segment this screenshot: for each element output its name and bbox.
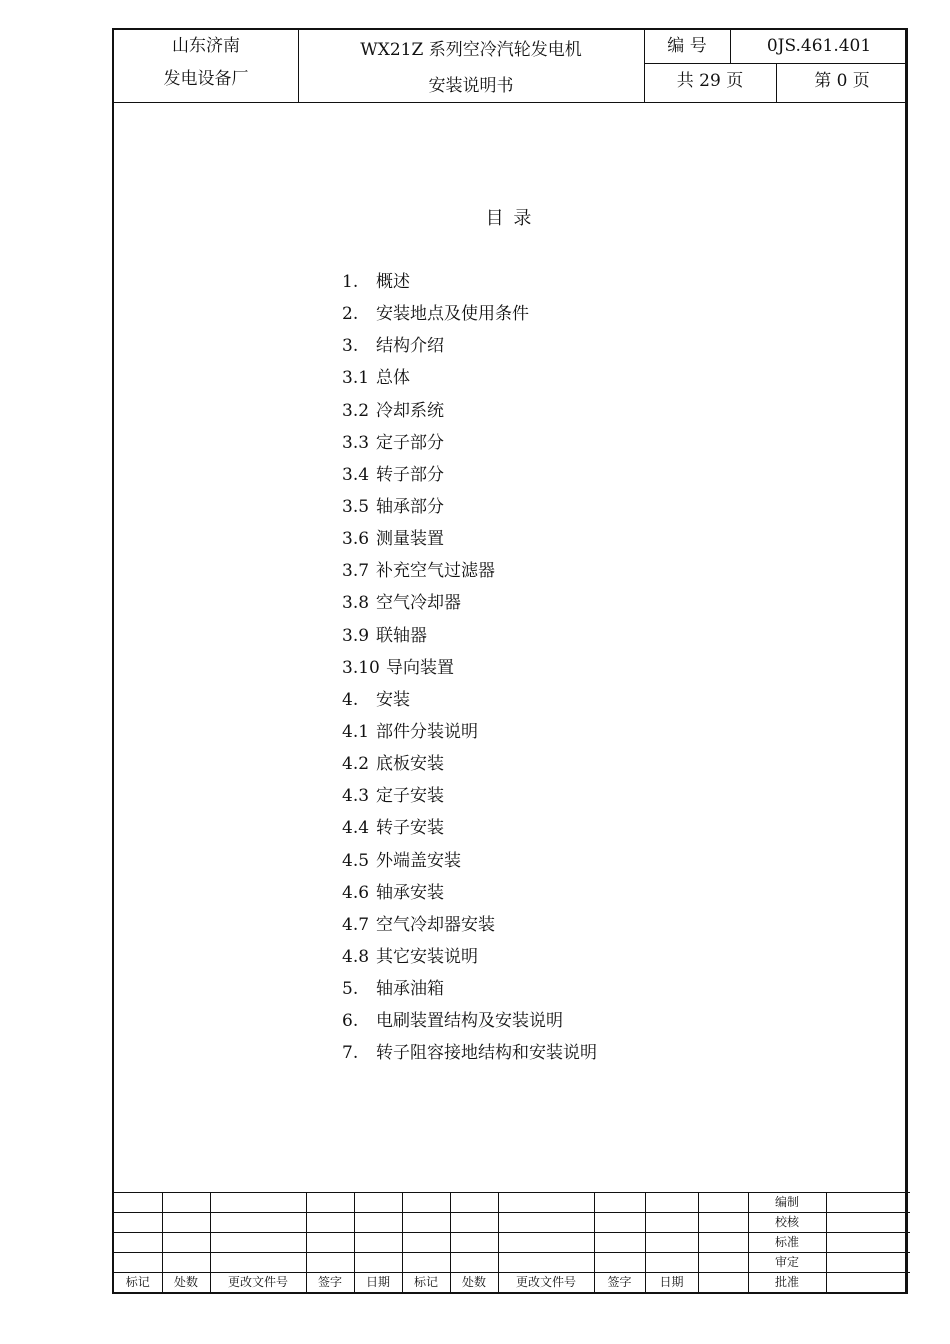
empty-cell — [114, 1193, 162, 1213]
toc-item — [342, 395, 597, 427]
toc-item — [342, 973, 597, 1005]
toc-item-number: 2. — [342, 304, 359, 325]
toc-item — [342, 266, 597, 298]
divider — [644, 63, 908, 64]
approval-label: 编制 — [748, 1193, 826, 1213]
toc-item — [342, 523, 597, 555]
toc-item-number: 1. — [342, 272, 359, 292]
toc-item-text: 轴承油箱 — [376, 979, 444, 1000]
toc-item — [342, 877, 597, 909]
toc-item — [342, 555, 597, 587]
toc-item-number: 3. — [342, 336, 359, 357]
code-value: 0JS.461.401 — [766, 36, 872, 56]
empty-cell — [402, 1233, 450, 1253]
doc-title-line1: WX21Z 系列空冷汽轮发电机 — [360, 40, 582, 60]
empty-cell — [162, 1253, 210, 1273]
empty-cell — [210, 1213, 306, 1233]
empty-cell — [698, 1213, 748, 1233]
empty-cell — [306, 1193, 354, 1213]
revision-row — [114, 1213, 910, 1233]
toc-item-text: 定子部分 — [376, 432, 444, 453]
revision-header: 标记 — [114, 1273, 162, 1293]
toc-item-text: 安装地点及使用条件 — [376, 304, 529, 325]
empty-cell — [826, 1233, 910, 1253]
toc-item-number: 3.8 — [342, 593, 370, 614]
toc-item-number: 3.3 — [342, 432, 370, 453]
empty-cell — [306, 1233, 354, 1253]
toc-title: 目 录 — [485, 208, 534, 229]
title-block — [114, 30, 905, 103]
empty-cell — [826, 1273, 910, 1293]
empty-cell — [645, 1193, 698, 1213]
toc-list — [342, 266, 597, 1070]
approval-label: 审定 — [748, 1253, 826, 1273]
toc-item-number: 4.6 — [342, 882, 370, 903]
empty-cell — [645, 1213, 698, 1233]
toc-item-text: 部件分装说明 — [376, 721, 478, 742]
empty-cell — [498, 1253, 594, 1273]
revision-row — [114, 1253, 910, 1273]
toc-item — [342, 427, 597, 459]
toc-item-text: 冷却系统 — [376, 400, 444, 421]
toc-item-text: 其它安装说明 — [376, 946, 478, 967]
toc-item-text: 补充空气过滤器 — [376, 561, 495, 582]
toc-item-text: 转子阻容接地结构和安装说明 — [376, 1043, 597, 1064]
approval-label: 批准 — [748, 1273, 826, 1293]
toc-item-number: 4.5 — [342, 850, 370, 871]
toc-item — [342, 941, 597, 973]
empty-cell — [594, 1233, 645, 1253]
toc-item — [342, 845, 597, 877]
empty-cell — [498, 1233, 594, 1253]
toc-item — [342, 812, 597, 844]
toc-item — [342, 1037, 597, 1069]
revision-row — [114, 1273, 910, 1293]
revision-header: 日期 — [645, 1273, 698, 1293]
empty-cell — [306, 1253, 354, 1273]
toc-item-number: 4.2 — [342, 754, 370, 775]
toc-item-text: 总体 — [376, 368, 410, 389]
revision-header: 更改文件号 — [498, 1273, 594, 1293]
toc-item-text: 外端盖安装 — [376, 850, 461, 871]
empty-cell — [498, 1213, 594, 1233]
empty-cell — [162, 1213, 210, 1233]
toc-item-text: 安装 — [376, 689, 410, 710]
empty-cell — [826, 1213, 910, 1233]
empty-cell — [402, 1213, 450, 1233]
code-label: 编 号 — [667, 36, 707, 56]
toc-item — [342, 684, 597, 716]
org-name-line2: 发电设备厂 — [163, 69, 249, 89]
document-frame — [112, 28, 908, 1294]
revision-header: 日期 — [354, 1273, 402, 1293]
empty-cell — [450, 1233, 498, 1253]
revision-header: 处数 — [450, 1273, 498, 1293]
empty-cell — [210, 1233, 306, 1253]
toc-item — [342, 362, 597, 394]
toc-item-number: 3.9 — [342, 625, 370, 646]
toc-item-number: 4.1 — [342, 721, 370, 742]
toc-item-number: 3.1 — [342, 368, 370, 389]
toc-item — [342, 748, 597, 780]
toc-item — [342, 716, 597, 748]
revision-row — [114, 1233, 910, 1253]
approval-label: 校核 — [748, 1213, 826, 1233]
empty-cell — [354, 1253, 402, 1273]
toc-item-number: 4.4 — [342, 818, 370, 839]
empty-cell — [450, 1193, 498, 1213]
empty-cell — [594, 1253, 645, 1273]
revision-header: 处数 — [162, 1273, 210, 1293]
empty-cell — [354, 1213, 402, 1233]
toc-item-text: 转子部分 — [376, 464, 444, 485]
toc-item-text: 空气冷却器 — [376, 593, 461, 614]
revision-table — [114, 1192, 905, 1292]
toc-item-text: 概述 — [376, 272, 410, 292]
toc-item — [342, 330, 597, 362]
org-name-line1: 山东济南 — [172, 36, 240, 56]
toc-item-text: 结构介绍 — [376, 336, 444, 357]
revision-header: 标记 — [402, 1273, 450, 1293]
toc-item-number: 5. — [342, 979, 359, 1000]
doc-title-line2: 安装说明书 — [428, 76, 514, 96]
toc-item — [342, 298, 597, 330]
empty-cell — [826, 1193, 910, 1213]
toc-item-text: 底板安装 — [376, 754, 444, 775]
revision-row — [114, 1193, 910, 1213]
toc-item-text: 导向装置 — [386, 657, 454, 678]
toc-item-number: 3.2 — [342, 400, 370, 421]
toc-item-text: 空气冷却器安装 — [376, 914, 495, 935]
empty-cell — [162, 1233, 210, 1253]
total-pages: 共 29 页 — [676, 71, 744, 91]
toc-item-text: 转子安装 — [376, 818, 444, 839]
revision-header: 签字 — [594, 1273, 645, 1293]
empty-cell — [306, 1213, 354, 1233]
toc-item-text: 轴承安装 — [376, 882, 444, 903]
toc-item-text: 联轴器 — [376, 625, 427, 646]
empty-cell — [354, 1193, 402, 1213]
toc-item-number: 4. — [342, 689, 359, 710]
approval-label: 标准 — [748, 1233, 826, 1253]
page-number: 第 0 页 — [814, 71, 870, 91]
empty-cell — [645, 1253, 698, 1273]
toc-item-text: 电刷装置结构及安装说明 — [376, 1011, 563, 1032]
toc-item-number: 3.4 — [342, 464, 370, 485]
toc-item — [342, 587, 597, 619]
toc-item-number: 3.5 — [342, 496, 370, 517]
empty-cell — [402, 1253, 450, 1273]
toc-item-number: 4.8 — [342, 946, 370, 967]
empty-cell — [114, 1213, 162, 1233]
toc-item-number: 7. — [342, 1043, 359, 1064]
empty-cell — [698, 1253, 748, 1273]
empty-cell — [210, 1253, 306, 1273]
empty-cell — [354, 1233, 402, 1253]
empty-cell — [498, 1193, 594, 1213]
empty-cell — [698, 1233, 748, 1253]
empty-cell — [594, 1213, 645, 1233]
toc-item — [342, 652, 597, 684]
toc-item-text: 轴承部分 — [376, 496, 444, 517]
toc-item-number: 3.6 — [342, 529, 370, 550]
toc-item-number: 3.10 — [342, 657, 380, 678]
toc-item — [342, 909, 597, 941]
empty-cell — [210, 1193, 306, 1213]
toc-item-number: 3.7 — [342, 561, 370, 582]
revision-header: 更改文件号 — [210, 1273, 306, 1293]
revision-header: 签字 — [306, 1273, 354, 1293]
empty-cell — [402, 1193, 450, 1213]
toc-item-text: 定子安装 — [376, 786, 444, 807]
toc-item — [342, 491, 597, 523]
empty-cell — [698, 1193, 748, 1213]
empty-cell — [698, 1273, 748, 1293]
empty-cell — [162, 1193, 210, 1213]
empty-cell — [450, 1213, 498, 1233]
toc-item-number: 4.3 — [342, 786, 370, 807]
empty-cell — [450, 1253, 498, 1273]
toc-item-text: 测量装置 — [376, 529, 444, 550]
toc-item-number: 4.7 — [342, 914, 370, 935]
toc-item — [342, 620, 597, 652]
empty-cell — [114, 1233, 162, 1253]
toc-item — [342, 459, 597, 491]
empty-cell — [594, 1193, 645, 1213]
toc-item — [342, 1005, 597, 1037]
empty-cell — [826, 1253, 910, 1273]
empty-cell — [645, 1233, 698, 1253]
toc-item-number: 6. — [342, 1011, 359, 1032]
empty-cell — [114, 1253, 162, 1273]
toc-item — [342, 780, 597, 812]
